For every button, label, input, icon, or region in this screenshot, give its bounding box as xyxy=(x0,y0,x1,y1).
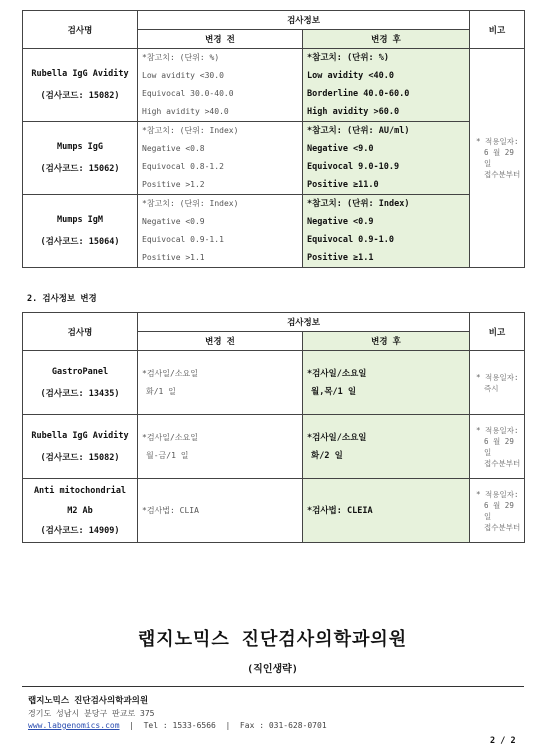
after-cell: *검사일/소요일 화/2 일 xyxy=(303,415,470,479)
header-after: 변경 후 xyxy=(303,30,470,49)
section-title: 2. 검사정보 변경 xyxy=(27,294,97,304)
header-before: 변경 전 xyxy=(138,30,303,49)
remark-cell: * 적용일자: 6 월 29 일 접수분부터 xyxy=(470,479,525,543)
table-row xyxy=(23,415,525,479)
after-cell: *참고치: (단위: AU/ml) Negative <9.0 Equivocal 9.0-10.9 Positive ≥11.0 xyxy=(303,122,470,195)
footer-divider xyxy=(22,686,524,687)
test-name-cell: Rubella IgG Avidity (검사코드: 15082) xyxy=(23,415,138,479)
website-link[interactable]: www.labgenomics.com xyxy=(28,721,120,730)
seal-omitted-note: (직인생략) xyxy=(247,664,298,675)
after-cell: *검사일/소요일 월,목/1 일 xyxy=(303,351,470,415)
before-cell: *검사일/소요일 화/1 일 xyxy=(138,351,303,415)
footer-address: 경기도 성남시 분당구 판교로 375 xyxy=(28,709,155,718)
test-info-change-table xyxy=(22,312,525,543)
footer-org-name: 랩지노믹스 진단검사의학과의원 xyxy=(28,696,149,706)
header-remark: 비고 xyxy=(470,11,525,49)
header-after: 변경 후 xyxy=(303,332,470,351)
organization-title: 랩지노믹스 진단검사의학과의원 xyxy=(137,629,408,650)
before-cell: *참고치: (단위: Index) Negative <0.8 Equivocal 0.8-1.2 Positive >1.2 xyxy=(138,122,303,195)
table-row xyxy=(23,195,525,268)
header-before: 변경 전 xyxy=(138,332,303,351)
after-cell: *참고치: (단위: Index) Negative <0.9 Equivocal 0.9-1.0 Positive ≥1.1 xyxy=(303,195,470,268)
header-remark: 비고 xyxy=(470,313,525,351)
remark-cell: * 적용일자: 6 월 29 일 접수분부터 xyxy=(470,415,525,479)
test-name-cell: Mumps IgG (검사코드: 15062) xyxy=(23,122,138,195)
before-cell: *참고치: (단위: %) Low avidity <30.0 Equivocal 30.0-40.0 High avidity >40.0 xyxy=(138,49,303,122)
before-cell: *참고치: (단위: Index) Negative <0.9 Equivocal 0.9-1.1 Positive >1.1 xyxy=(138,195,303,268)
before-cell: *검사법: CLIA xyxy=(138,479,303,543)
test-name-cell: Rubella IgG Avidity (검사코드: 15082) xyxy=(23,49,138,122)
table-row xyxy=(23,351,525,415)
test-name-cell: GastroPanel (검사코드: 13435) xyxy=(23,351,138,415)
header-test-info: 검사정보 xyxy=(138,313,470,332)
page-number: 2 / 2 xyxy=(490,736,516,746)
remark-cell: * 적용일자: 즉시 xyxy=(470,351,525,415)
test-name-cell: Anti mitochondrial M2 Ab (검사코드: 14909) xyxy=(23,479,138,543)
footer-contact xyxy=(28,721,327,730)
after-cell: *검사법: CLEIA xyxy=(303,479,470,543)
reference-value-table xyxy=(22,10,525,268)
phone-fax: | Tel : 1533-6566 | Fax : 031-628-0701 xyxy=(129,721,327,730)
header-test-name: 검사명 xyxy=(23,313,138,351)
table-row xyxy=(23,479,525,543)
remark-cell: * 적용일자: 6 월 29 일 접수분부터 xyxy=(470,49,525,268)
before-cell: *검사일/소요일 월-금/1 일 xyxy=(138,415,303,479)
table-row xyxy=(23,49,525,122)
header-test-info: 검사정보 xyxy=(138,11,470,30)
after-cell: *참고치: (단위: %) Low avidity <40.0 Borderline 40.0-60.0 High avidity >60.0 xyxy=(303,49,470,122)
test-name-cell: Mumps IgM (검사코드: 15064) xyxy=(23,195,138,268)
table-row xyxy=(23,122,525,195)
header-test-name: 검사명 xyxy=(23,11,138,49)
